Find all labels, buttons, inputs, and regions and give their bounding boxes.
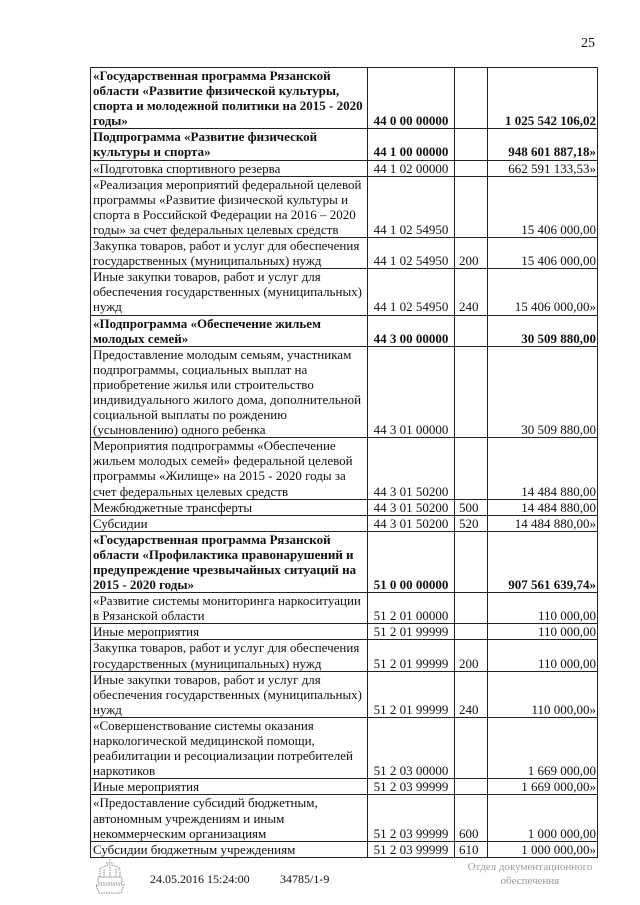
row-amount: 15 406 000,00»	[488, 269, 598, 315]
row-amount: 907 561 639,74»	[488, 531, 598, 592]
row-amount: 30 509 880,00	[488, 315, 598, 346]
row-amount: 14 484 880,00	[488, 438, 598, 499]
table-row	[91, 68, 598, 129]
row-name: «Государственная программа Рязанской области «Развитие физической культуры, спорта и молодежной политики на 2015 - 2020 годы»	[91, 68, 368, 129]
row-name: «Реализация мероприятий федеральной целевой программы «Развитие физической культуры и спорта в Российской Федерации на 2016 – 2020 годы» за счет федеральных целевых средств	[91, 176, 368, 237]
row-type: 240	[455, 269, 488, 315]
table-row	[91, 499, 598, 515]
row-amount: 662 591 133,53»	[488, 160, 598, 176]
footer-datetime: 24.05.2016 15:24:00	[150, 872, 250, 886]
table-row	[91, 841, 598, 857]
row-type	[455, 160, 488, 176]
row-code: 51 2 03 99999	[368, 779, 455, 795]
row-amount: 1 000 000,00	[488, 795, 598, 841]
table-row	[91, 795, 598, 841]
row-code: 44 0 00 00000	[368, 68, 455, 129]
row-code: 44 1 02 54950	[368, 176, 455, 237]
row-name: Закупка товаров, работ и услуг для обеспечения государственных (муниципальных) нужд	[91, 640, 368, 671]
row-type: 520	[455, 515, 488, 531]
row-type	[455, 717, 488, 778]
row-amount: 110 000,00	[488, 624, 598, 640]
row-name: Межбюджетные трансферты	[91, 499, 368, 515]
page-number: 25	[581, 36, 595, 51]
row-type	[455, 68, 488, 129]
row-type: 610	[455, 841, 488, 857]
table-row	[91, 129, 598, 160]
row-code: 44 3 00 00000	[368, 315, 455, 346]
table-row	[91, 515, 598, 531]
row-type	[455, 593, 488, 624]
row-code: 44 3 01 50200	[368, 499, 455, 515]
row-type: 600	[455, 795, 488, 841]
row-name: Мероприятия подпрограммы «Обеспечение жильем молодых семей» федеральной целевой программы «Жилище» на 2015 - 2020 годы за счет федеральных целевых средств	[91, 438, 368, 499]
table-row	[91, 593, 598, 624]
row-name: «Предоставление субсидий бюджетным, автономным учреждениям и иным некоммерческим организациям	[91, 795, 368, 841]
row-amount: 948 601 887,18»	[488, 129, 598, 160]
stamp-line-2: обеспечения	[500, 875, 560, 887]
row-name: Субсидии бюджетным учреждениям	[91, 841, 368, 857]
table-row	[91, 779, 598, 795]
row-type: 200	[455, 238, 488, 269]
row-amount: 1 000 000,00»	[488, 841, 598, 857]
table-row	[91, 160, 598, 176]
row-code: 51 2 01 00000	[368, 593, 455, 624]
row-name: «Совершенствование системы оказания наркологической медицинской помощи, реабилитации и ресоциализации потребителей наркотиков	[91, 717, 368, 778]
row-amount: 1 669 000,00»	[488, 779, 598, 795]
row-code: 51 2 03 00000	[368, 717, 455, 778]
table-row	[91, 269, 598, 315]
row-amount: 110 000,00	[488, 640, 598, 671]
table-row	[91, 346, 598, 438]
row-type	[455, 315, 488, 346]
table-row	[91, 531, 598, 592]
row-name: Иные мероприятия	[91, 624, 368, 640]
row-code: 44 1 00 00000	[368, 129, 455, 160]
row-amount: 14 484 880,00	[488, 499, 598, 515]
row-type	[455, 438, 488, 499]
department-stamp	[445, 860, 615, 888]
row-type	[455, 624, 488, 640]
stamp-line-1: Отдел документационного	[467, 861, 593, 873]
table-row	[91, 671, 598, 717]
row-code: 44 1 02 54950	[368, 269, 455, 315]
row-type: 200	[455, 640, 488, 671]
row-amount: 110 000,00	[488, 593, 598, 624]
row-amount: 14 484 880,00»	[488, 515, 598, 531]
table-row	[91, 315, 598, 346]
row-name: Подпрограмма «Развитие физической культуры и спорта»	[91, 129, 368, 160]
row-name: «Подпрограмма «Обеспечение жильем молодых семей»	[91, 315, 368, 346]
table-row	[91, 176, 598, 237]
row-name: Иные закупки товаров, работ и услуг для обеспечения государственных (муниципальных) нужд	[91, 269, 368, 315]
row-type	[455, 779, 488, 795]
row-code: 51 0 00 00000	[368, 531, 455, 592]
row-type: 500	[455, 499, 488, 515]
row-code: 51 2 01 99999	[368, 624, 455, 640]
row-code: 44 1 02 54950	[368, 238, 455, 269]
row-code: 51 2 03 99999	[368, 841, 455, 857]
row-name: Субсидии	[91, 515, 368, 531]
row-amount: 110 000,00»	[488, 671, 598, 717]
row-amount: 30 509 880,00	[488, 346, 598, 438]
row-type: 240	[455, 671, 488, 717]
footer-doc-number: 34785/1-9	[280, 872, 330, 886]
table-row	[91, 438, 598, 499]
row-amount: 15 406 000,00	[488, 238, 598, 269]
budget-table	[90, 67, 598, 858]
row-code: 44 3 01 50200	[368, 438, 455, 499]
row-code: 44 3 01 00000	[368, 346, 455, 438]
table-row	[91, 624, 598, 640]
row-name: «Подготовка спортивного резерва	[91, 160, 368, 176]
row-type	[455, 346, 488, 438]
row-name: «Государственная программа Рязанской области «Профилактика правонарушений и предупреждение чрезвычайных ситуаций на 2015 - 2020 годы»	[91, 531, 368, 592]
row-type	[455, 176, 488, 237]
row-code: 44 1 02 00000	[368, 160, 455, 176]
row-code: 44 3 01 50200	[368, 515, 455, 531]
row-code: 51 2 01 99999	[368, 640, 455, 671]
row-name: Закупка товаров, работ и услуг для обеспечения государственных (муниципальных) нужд	[91, 238, 368, 269]
row-name: Предоставление молодым семьям, участникам подпрограммы, социальных выплат на приобретение жилья или строительство индивидуального жилого дома, дополнительной социальной выплаты по рождению (усыновлению) одного ребенка	[91, 346, 368, 438]
row-code: 51 2 01 99999	[368, 671, 455, 717]
row-amount: 15 406 000,00	[488, 176, 598, 237]
row-type	[455, 531, 488, 592]
table-row	[91, 640, 598, 671]
row-amount: 1 025 542 106,02	[488, 68, 598, 129]
row-name: «Развитие системы мониторинга наркоситуации в Рязанской области	[91, 593, 368, 624]
row-code: 51 2 03 99999	[368, 795, 455, 841]
row-type	[455, 129, 488, 160]
coat-of-arms-icon	[92, 855, 128, 897]
row-name: Иные мероприятия	[91, 779, 368, 795]
row-name: Иные закупки товаров, работ и услуг для обеспечения государственных (муниципальных) нужд	[91, 671, 368, 717]
table-row	[91, 238, 598, 269]
table-row	[91, 717, 598, 778]
row-amount: 1 669 000,00	[488, 717, 598, 778]
